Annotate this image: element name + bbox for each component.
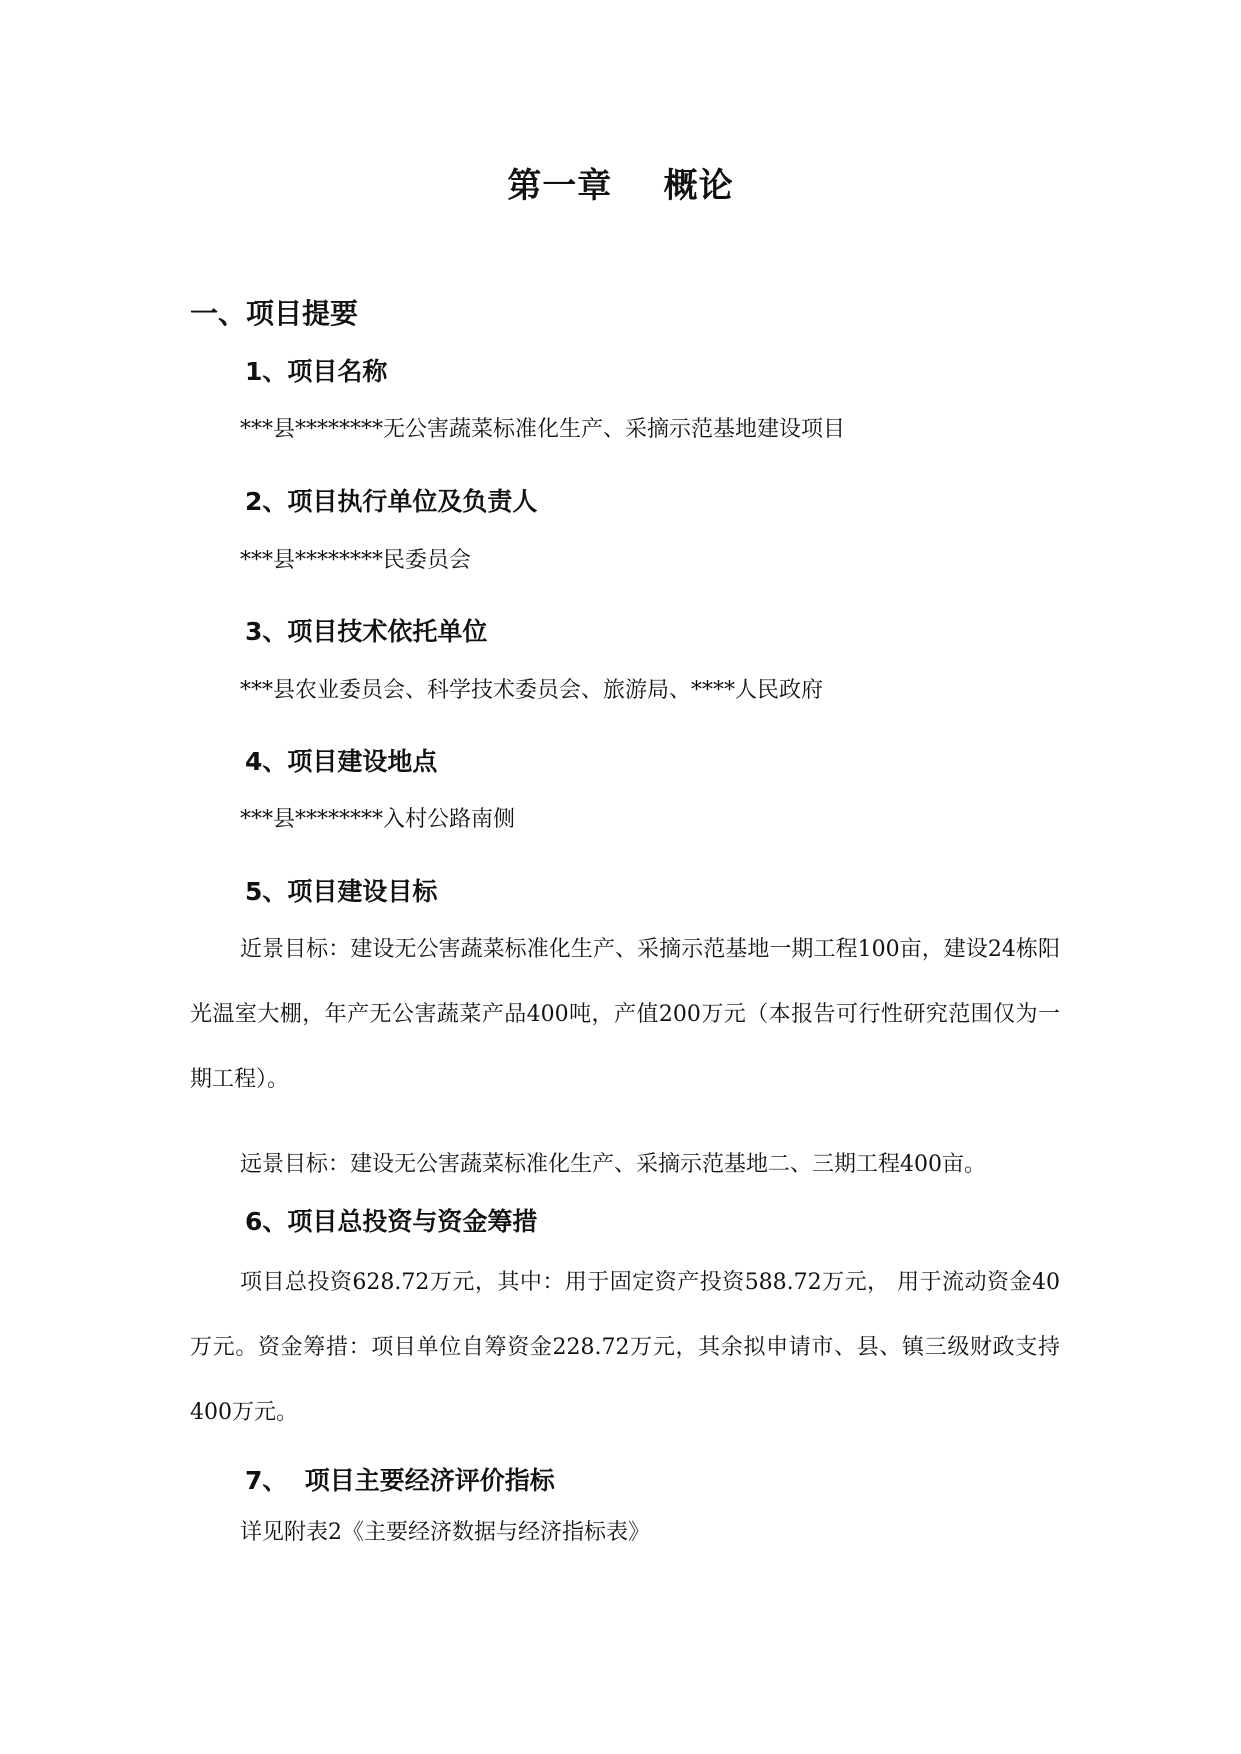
subheading-construction-goals: 5、项目建设目标: [245, 877, 438, 906]
technical-support-text: ***县农业委员会、科学技术委员会、旅游局、****人民政府: [240, 678, 824, 703]
near-term-goal-paragraph: 近景目标：建设无公害蔬菜标准化生产、采摘示范基地一期工程100亩，建设24栋阳光温室大棚，年产无公害蔬菜产品400吨，产值200万元（本报告可行性研究范围仅为一期工程）。: [190, 937, 1060, 1092]
project-name-text: ***县********无公害蔬菜标准化生产、采摘示范基地建设项目: [240, 417, 846, 442]
subheading-project-name: 1、项目名称: [245, 357, 388, 386]
investment-paragraph: 项目总投资628.72万元，其中：用于固定资产投资588.72万元， 用于流动资金40万元。资金筹措：项目单位自筹资金228.72万元，其余拟申请市、县、镇三级财政支持400万元。: [190, 1270, 1060, 1425]
section-heading-project-summary: 一、项目提要: [190, 297, 359, 330]
long-term-goal-paragraph: 远景目标：建设无公害蔬菜标准化生产、采摘示范基地二、三期工程400亩。: [240, 1152, 986, 1177]
subheading-investment-financing: 6、项目总投资与资金筹措: [245, 1207, 538, 1236]
subheading-economic-indicators: 7、 项目主要经济评价指标: [245, 1466, 555, 1495]
chapter-title: 第一章 概论: [507, 166, 734, 206]
construction-site-text: ***县********入村公路南侧: [240, 807, 516, 832]
executing-unit-text: ***县********民委员会: [240, 548, 472, 573]
subheading-executing-unit: 2、项目执行单位及负责人: [245, 487, 538, 516]
economic-indicators-text: 详见附表2《主要经济数据与经济指标表》: [240, 1520, 650, 1545]
subheading-construction-site: 4、项目建设地点: [245, 747, 438, 776]
subheading-technical-support: 3、项目技术依托单位: [245, 617, 488, 646]
